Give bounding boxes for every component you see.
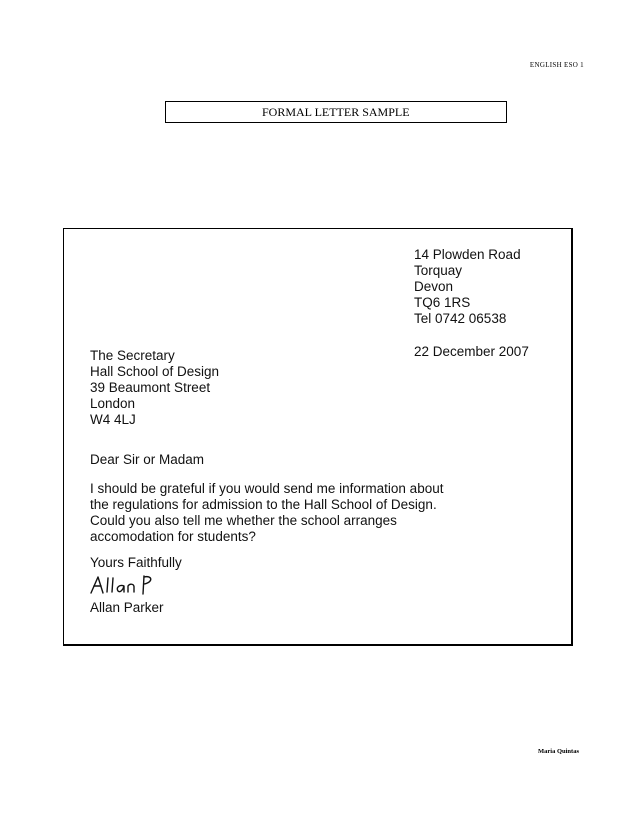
recipient-address-line: Hall School of Design (90, 364, 220, 379)
handwritten-signature (88, 572, 188, 596)
recipient-address-line: W4 4LJ (90, 412, 136, 427)
letter-frame (63, 228, 573, 646)
signer-name (90, 600, 164, 616)
recipient-address-line: The Secretary (90, 348, 175, 363)
page-title: FORMAL LETTER SAMPLE (165, 101, 507, 123)
sender-address-line: 14 Plowden Road (414, 247, 521, 262)
sender-address-line: TQ6 1RS (414, 295, 471, 310)
sender-phone: Tel 0742 06538 (414, 311, 507, 326)
sender-address-line: Torquay (414, 263, 463, 278)
closing (90, 555, 182, 571)
signer-name-text: Allan Parker (90, 600, 164, 615)
course-code: ENGLISH ESO 1 (529, 61, 584, 69)
author-credit: Maria Quintas (538, 748, 579, 755)
recipient-address-line: 39 Beaumont Street (90, 380, 211, 395)
closing-text: Yours Faithfully (90, 555, 182, 570)
letter-body-line: accomodation for students? (90, 529, 256, 544)
letter-body-line: Could you also tell me whether the school arranges (90, 513, 397, 528)
letter-date-text: 22 December 2007 (414, 344, 529, 359)
letter-body-line: I should be grateful if you would send me information about (90, 481, 444, 496)
signature-drawing (88, 572, 188, 596)
letter-date (414, 344, 529, 360)
sender-address-line: Devon (414, 279, 454, 294)
salutation (90, 452, 204, 468)
salutation-text: Dear Sir or Madam (90, 452, 205, 467)
recipient-address-line: London (90, 396, 136, 411)
letter-body-line: the regulations for admission to the Hall School of Design. (90, 497, 437, 512)
sender-address (414, 247, 521, 327)
recipient-address (90, 348, 219, 428)
letter-body (90, 481, 443, 545)
